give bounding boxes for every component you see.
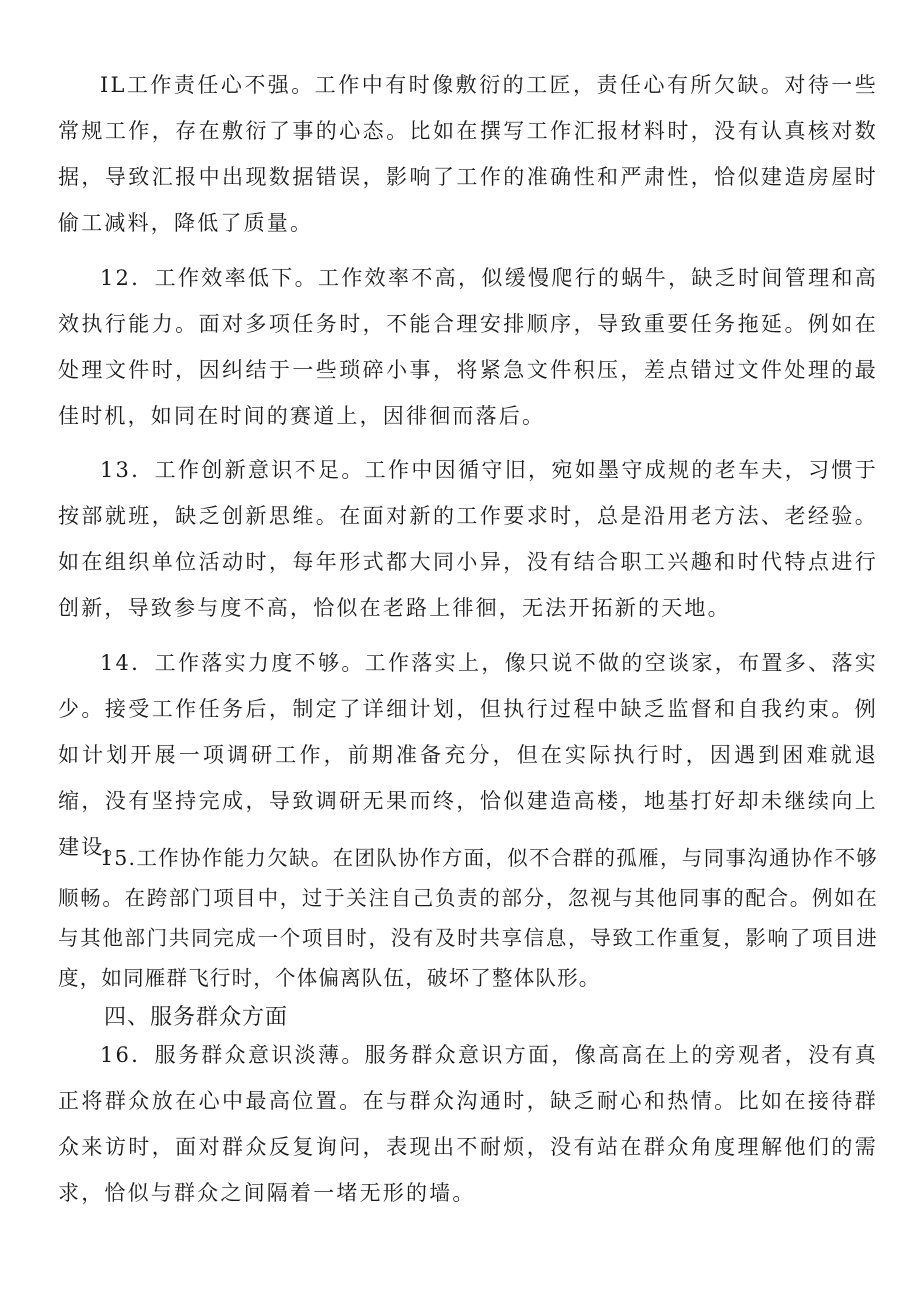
paragraph-13-text: 13．工作创新意识不足。工作中因循守旧，宛如墨守成规的老车夫，习惯于按部就班，缺乏创新思维。在面对新的工作要求时，总是沿用老方法、老经验。如在组织单位活动时，每年形式都大同小异，没有结合职工兴趣和时代特点进行创新，导致参与度不高，恰似在老路上徘徊，无法开拓新的天地。 <box>58 458 878 620</box>
paragraph-12 <box>58 255 878 439</box>
paragraph-14 <box>58 640 878 870</box>
paragraph-12-text: 12．工作效率低下。工作效率不高，似缓慢爬行的蜗牛，缺乏时间管理和高效执行能力。面对多项任务时，不能合理安排顺序，导致重要任务拖延。例如在处理文件时，因纠结于一些琐碎小事，将紧急文件积压，差点错过文件处理的最佳时机，如同在时间的赛道上，因徘徊而落后。 <box>58 266 878 428</box>
paragraph-14-text: 14．工作落实力度不够。工作落实上，像只说不做的空谈家，布置多、落实少。接受工作任务后，制定了详细计划，但执行过程中缺乏监督和自我约束。例如计划开展一项调研工作，前期准备充分，但在实际执行时，因遇到困难就退缩，没有坚持完成，导致调研无果而终，恰似建造高楼，地基打好却未继续向上建设。 <box>58 651 878 859</box>
paragraph-15 <box>58 838 878 998</box>
paragraph-16 <box>58 1032 878 1216</box>
paragraph-11-text: IL工作责任心不强。工作中有时像敷衍的工匠，责任心有所欠缺。对待一些常规工作，存在敷衍了事的心态。比如在撰写工作汇报材料时，没有认真核对数据，导致汇报中出现数据错误，影响了工作的准确性和严肃性，恰似建造房屋时偷工减料，降低了质量。 <box>58 73 878 235</box>
section-heading: 四、服务群众方面 <box>104 1005 289 1030</box>
paragraph-13 <box>58 447 878 631</box>
paragraph-16-text: 16．服务群众意识淡薄。服务群众意识方面，像高高在上的旁观者，没有真正将群众放在心中最高位置。在与群众沟通时，缺乏耐心和热情。比如在接待群众来访时，面对群众反复询问，表现出不耐烦，没有站在群众角度理解他们的需求，恰似与群众之间隔着一堵无形的墙。 <box>58 1043 878 1205</box>
paragraph-11 <box>58 62 878 246</box>
paragraph-15-text: 15.工作协作能力欠缺。在团队协作方面，似不合群的孤雁，与同事沟通协作不够顺畅。在跨部门项目中，过于关注自己负责的部分，忽视与其他同事的配合。例如在与其他部门共同完成一个项目时，没有及时共享信息，导致工作重复，影响了项目进度，如同雁群飞行时，个体偏离队伍，破坏了整体队形。 <box>58 846 878 990</box>
